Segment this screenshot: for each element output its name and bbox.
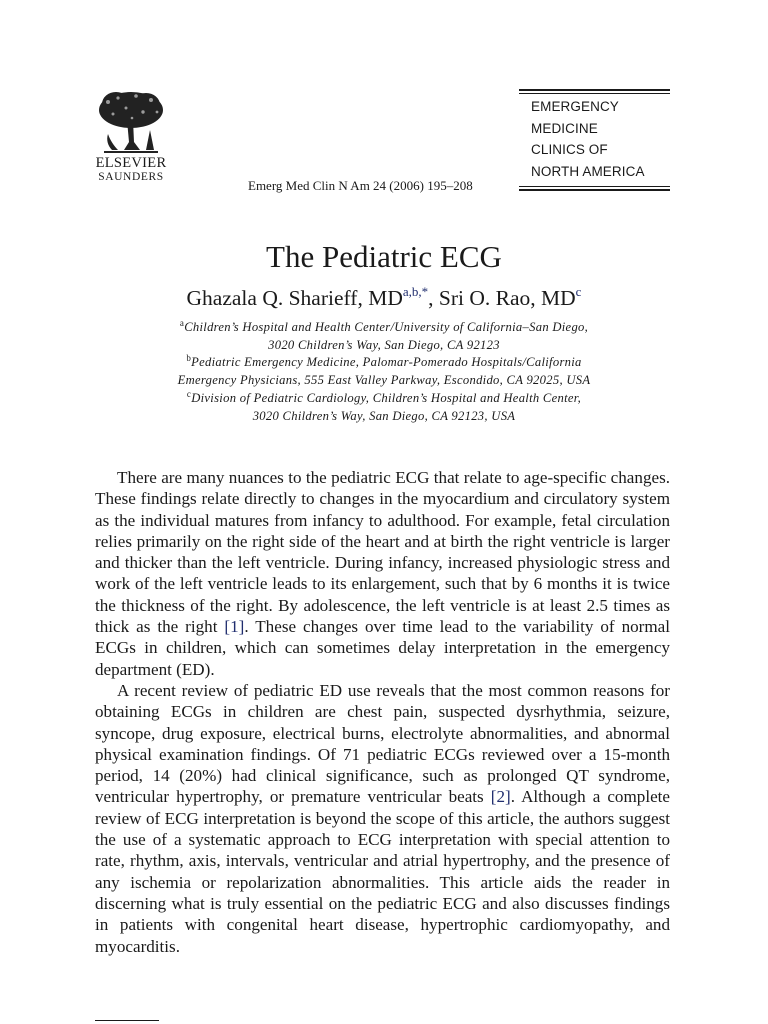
journal-name-line: MEDICINE bbox=[531, 120, 598, 136]
author-affiliation-marks[interactable]: a,b,* bbox=[402, 284, 429, 299]
author-list bbox=[0, 286, 768, 311]
paragraph-text: There are many nuances to the pediatric ECG that relate to age-specific changes. These findings relate directly to changes in the myocardium and circulatory system as the individual matures from infancy to adulthood. For example, fetal circulation relies primarily on the right side of the heart and at birth the right ventricle is larger and thicker than the left ventricle. During infancy, increased physiologic stress and work of the left ventricle leads to its enlargement, such that by 6 months it is twice the thickness of the right. By adolescence, the left ventricle is at least 2.5 times as thick as the right bbox=[95, 468, 670, 637]
journal-citation: Emerg Med Clin N Am 24 (2006) 195–208 bbox=[248, 178, 473, 193]
author-affiliation-marks[interactable]: c bbox=[575, 284, 582, 299]
affiliation-line bbox=[0, 319, 768, 337]
affiliation-line bbox=[0, 390, 768, 408]
affiliation-line: Emergency Physicians, 555 East Valley Parkway, Escondido, CA 92025, USA bbox=[177, 373, 591, 388]
affiliation-line: 3020 Children’s Way, San Diego, CA 92123 bbox=[268, 337, 500, 352]
affiliation-mark: a bbox=[179, 318, 185, 328]
journal-masthead bbox=[519, 89, 670, 191]
affiliation-text: Children’s Hospital and Health Center/University of California–San Diego, bbox=[184, 320, 589, 334]
publisher-name: ELSEVIER bbox=[95, 155, 167, 171]
affiliations bbox=[0, 319, 768, 425]
journal-name bbox=[519, 94, 670, 182]
body-paragraph bbox=[95, 680, 670, 957]
affiliation-text: Pediatric Emergency Medicine, Palomar-Pomerado Hospitals/California bbox=[191, 355, 582, 370]
reference-link[interactable]: [2] bbox=[490, 787, 511, 807]
affiliation-line: 3020 Children’s Way, San Diego, CA 92123, USA bbox=[252, 408, 516, 423]
author-separator: , bbox=[428, 286, 439, 310]
journal-name-line: NORTH AMERICA bbox=[531, 163, 645, 179]
paragraph-text: . Although a complete review of ECG interpretation is beyond the scope of this article, the authors suggest the use of a systematic approach to ECG interpretation with special attention to rate, rhythm, axis, intervals, ventricular and atrial hypertrophy, and the presence of any ischemia or repolarization abnormalities. This article aids the reader in discerning what is truly essential on the pediatric ECG and also discusses findings in patients with congenital heart disease, hypertrophic cardiomyopathy, and myocarditis. bbox=[95, 787, 670, 956]
affiliation-mark: c bbox=[186, 388, 192, 399]
article-title: The Pediatric ECG bbox=[266, 239, 502, 274]
footnote-rule bbox=[95, 1020, 159, 1021]
imprint-name: SAUNDERS bbox=[98, 171, 164, 183]
affiliation-mark: b bbox=[186, 353, 192, 364]
author-name: Ghazala Q. Sharieff, MD bbox=[186, 286, 403, 310]
body-paragraph bbox=[95, 467, 670, 680]
article-body bbox=[95, 467, 670, 957]
paragraph-text: A recent review of pediatric ED use reveals that the most common reasons for obtaining ECGs in children are chest pain, suspected dysrhythmia, seizure, syncope, drug exposure, electrical burns, electrolyte abnormalities, and abnormal physical examination findings. Of 71 pediatric ECGs reviewed over a 15-month period, 14 (20%) had clinical significance, such as prolonged QT syndrome, ventricular hypertrophy, or premature ventricular beats bbox=[95, 680, 670, 807]
publisher-logo bbox=[95, 90, 167, 183]
author-name: Sri O. Rao, MD bbox=[438, 286, 576, 310]
journal-name-line: CLINICS OF bbox=[531, 142, 608, 157]
reference-link[interactable]: [1] bbox=[224, 617, 245, 637]
journal-name-line: EMERGENCY bbox=[531, 99, 619, 114]
affiliation-text: Division of Pediatric Cardiology, Children’s Hospital and Health Center, bbox=[191, 390, 582, 405]
paragraph-text: . These changes over time lead to the variability of normal ECGs in children, which can sometimes delay interpretation in the emergency department (ED). bbox=[95, 617, 670, 679]
masthead-rule-bottom bbox=[519, 186, 670, 191]
elsevier-tree-icon bbox=[96, 90, 166, 154]
affiliation-line bbox=[0, 354, 768, 372]
